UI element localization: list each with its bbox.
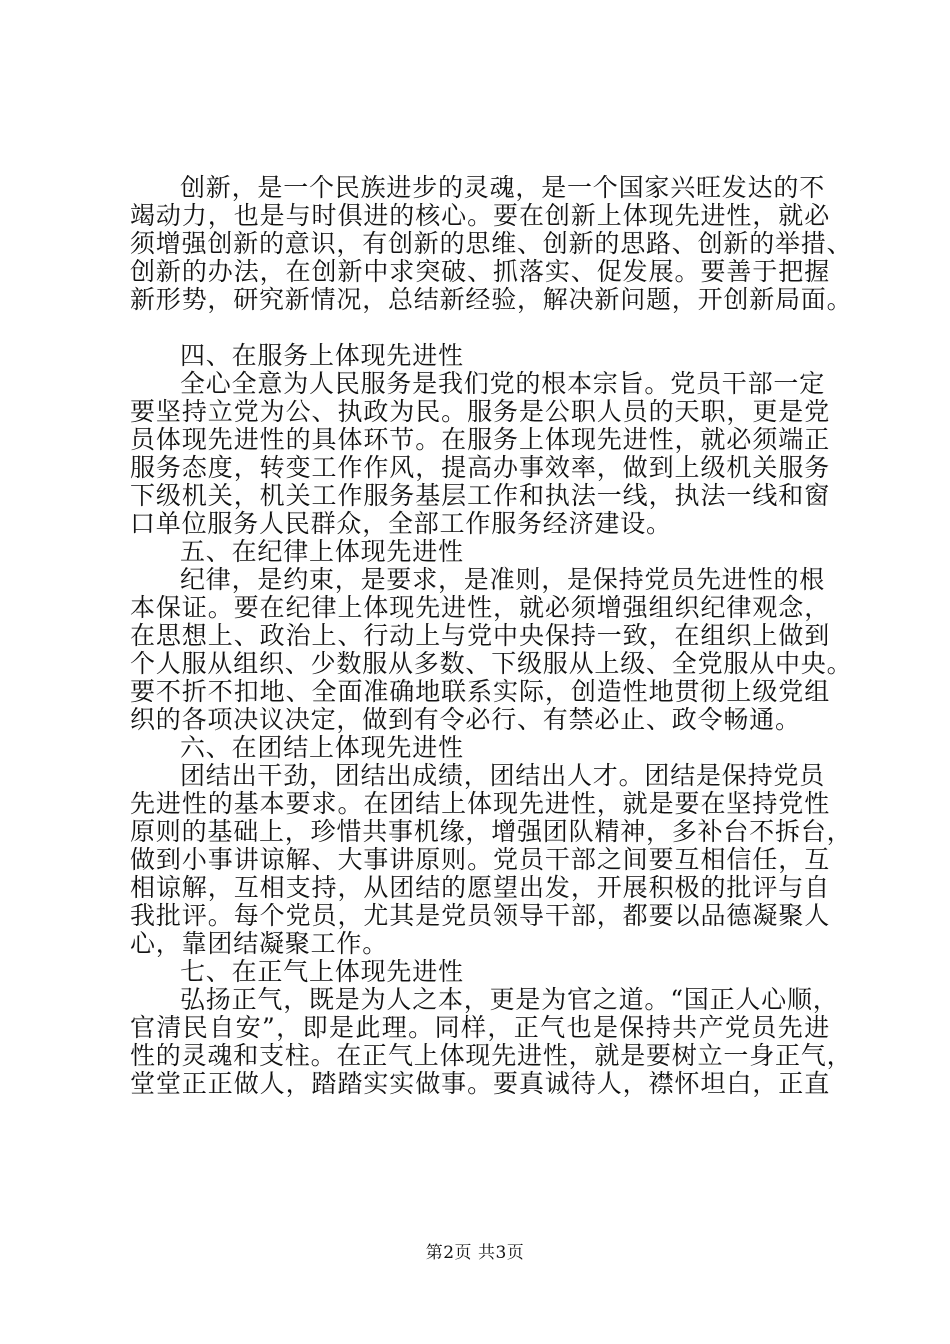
text-line: 须增强创新的意识，有创新的思维、创新的思路、创新的举措、 — [130, 229, 853, 258]
text-line: 纪律，是约束，是要求，是准则，是保持党员先进性的根 — [180, 565, 826, 594]
paragraph-gap — [130, 314, 830, 342]
text-line: 本保证。要在纪律上体现先进性，就必须增强组织纪律观念， — [130, 593, 830, 622]
text-line: 创新的办法，在创新中求突破、抓落实、促发展。要善于把握 — [130, 257, 830, 286]
text-line: 竭动力，也是与时俱进的核心。要在创新上体现先进性，就必 — [130, 201, 830, 230]
text-line: 创新，是一个民族进步的灵魂，是一个国家兴旺发达的不 — [180, 173, 826, 202]
text-line: 心，靠团结凝聚工作。 — [130, 929, 389, 958]
text-line: 性的灵魂和支柱。在正气上体现先进性，就是要树立一身正气， — [130, 1041, 853, 1070]
text-line: 口单位服务人民群众，全部工作服务经济建设。 — [130, 509, 672, 538]
section-heading: 七、在正气上体现先进性 — [180, 957, 464, 986]
section-heading: 五、在纪律上体现先进性 — [180, 537, 464, 566]
text-line: 我批评。每个党员，尤其是党员领导干部，都要以品德凝聚人 — [130, 901, 830, 930]
text-line: 服务态度，转变工作作风，提高办事效率，做到上级机关服务 — [130, 453, 830, 482]
text-line: 要不折不扣地、全面准确地联系实际，创造性地贯彻上级党组 — [130, 677, 830, 706]
page-footer: 第2页 共3页 — [425, 1243, 525, 1263]
text-line: 官清民自安”，即是此理。同样，正气也是保持共产党员先进 — [130, 1013, 830, 1042]
text-line: 全心全意为人民服务是我们党的根本宗旨。党员干部一定 — [180, 369, 826, 398]
section-heading: 四、在服务上体现先进性 — [180, 341, 464, 370]
text-line: 下级机关，机关工作服务基层工作和执法一线，执法一线和窗 — [130, 481, 830, 510]
text-line: 弘扬正气，既是为人之本，更是为官之道。“国正人心顺， — [180, 985, 839, 1014]
text-line: 做到小事讲谅解、大事讲原则。党员干部之间要互相信任，互 — [130, 845, 830, 874]
text-line: 要坚持立党为公、执政为民。服务是公职人员的天职，更是党 — [130, 397, 830, 426]
text-line: 织的各项决议决定，做到有令必行、有禁必止、政令畅通。 — [130, 705, 801, 734]
text-line: 团结出干劲，团结出成绩，团结出人才。团结是保持党员 — [180, 761, 826, 790]
text-line: 员体现先进性的具体环节。在服务上体现先进性，就必须端正 — [130, 425, 830, 454]
text-line: 新形势，研究新情况，总结新经验，解决新问题，开创新局面。 — [130, 285, 853, 314]
body-text — [130, 173, 853, 1098]
section-heading: 六、在团结上体现先进性 — [180, 733, 464, 762]
text-line: 先进性的基本要求。在团结上体现先进性，就是要在坚持党性 — [130, 789, 830, 818]
text-line: 个人服从组织、少数服从多数、下级服从上级、全党服从中央。 — [130, 649, 853, 678]
text-line: 相谅解，互相支持，从团结的愿望出发，开展积极的批评与自 — [130, 873, 830, 902]
text-line: 原则的基础上，珍惜共事机缘，增强团队精神，多补台不拆台， — [130, 817, 853, 846]
text-line: 堂堂正正做人，踏踏实实做事。要真诚待人，襟怀坦白，正直 — [130, 1069, 830, 1098]
text-line: 在思想上、政治上、行动上与党中央保持一致，在组织上做到 — [130, 621, 830, 650]
